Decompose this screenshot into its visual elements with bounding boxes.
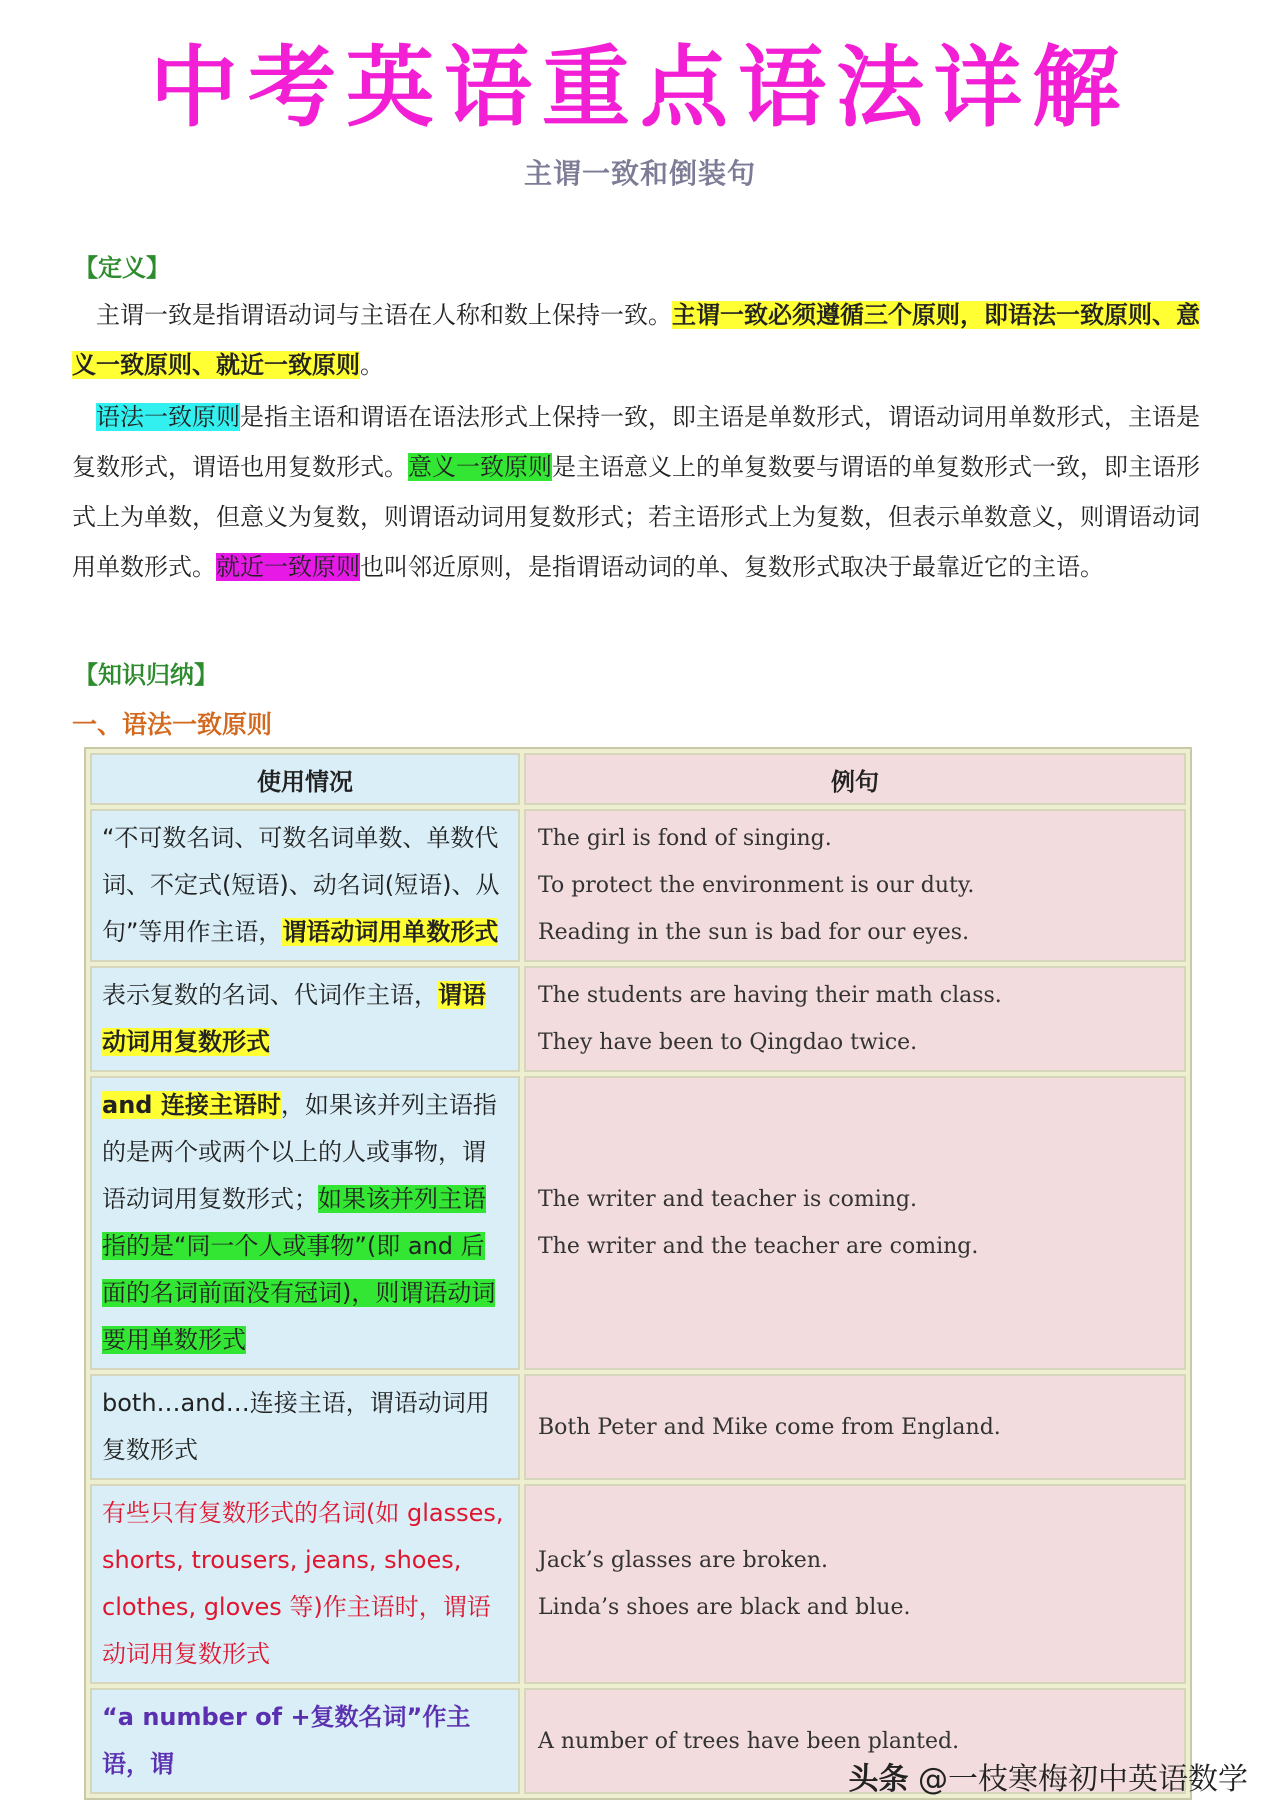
rules-table: [84, 747, 1192, 1800]
table-row: [90, 1374, 1186, 1480]
definition-label: 【定义】: [74, 254, 170, 282]
usage-highlight: 谓语动词用单数形式: [282, 918, 499, 946]
watermark: [848, 1754, 1248, 1798]
definition-paragraph-2: [72, 392, 1212, 592]
watermark-handle: @一枝寒梅初中英语数学: [918, 1762, 1248, 1797]
knowledge-label: 【知识归纳】: [74, 661, 218, 689]
meaning-principle-highlight: 意义一致原则: [408, 453, 552, 481]
table-row: [90, 1076, 1186, 1370]
table-row: [90, 809, 1186, 962]
page-title: 中考英语重点语法详解: [149, 35, 1130, 139]
example-sentence: Reading in the sun is bad for our eyes.: [538, 920, 970, 945]
usage-cell: [90, 809, 520, 962]
meaning-principle-text: 是主语意义上的单复数要与谓语的单复数形式一致，即主语形式上为单数，但意义为复数，则谓语动词用复数形式；若主语形式上为复数，但表示单数意义，则谓语动词用单数形式。: [72, 453, 1200, 581]
page-subtitle: 主谓一致和倒装句: [523, 157, 756, 190]
definition-paragraph-1: [72, 290, 1212, 390]
example-sentence: Both Peter and Mike come from England.: [538, 1414, 1001, 1440]
grammar-principle-highlight: 语法一致原则: [96, 403, 240, 431]
example-cell: [524, 809, 1186, 962]
usage-highlight: and 连接主语时: [102, 1091, 281, 1119]
example-cell: [524, 1076, 1186, 1370]
usage-highlight-green: 如果该并列主语指的是“同一个人或事物”(即 and 后面的名词前面没有冠词)，则谓语动词要用单数形式: [102, 1185, 496, 1354]
example-sentence: A number of trees have been planted.: [538, 1728, 960, 1754]
example-cell: [524, 1484, 1186, 1684]
header-examples: 例句: [524, 753, 1186, 805]
usage-text: “不可数名词、可数名词单数、单数代词、不定式(短语)、动名词(短语)、从句”等用作主语，: [102, 824, 500, 946]
table-row: [90, 966, 1186, 1072]
example-sentence: The students are having their math class.: [538, 983, 1002, 1008]
toutiao-logo-text: 头条: [848, 1762, 909, 1797]
grammar-principle-text: 是指主语和谓语在语法形式上保持一致，即主语是单数形式，谓语动词用单数形式，主语是复数形式，谓语也用复数形式。: [72, 403, 1200, 481]
usage-cell: [90, 1076, 520, 1370]
header-usage: 使用情况: [90, 753, 520, 805]
usage-text: “a number of +复数名词”作主语，谓: [102, 1703, 471, 1778]
section-heading: 一、语法一致原则: [72, 710, 273, 739]
proximity-principle-highlight: 就近一致原则: [216, 553, 360, 581]
example-sentence: The writer and the teacher are coming.: [538, 1234, 979, 1259]
para1-highlight: 主谓一致必须遵循三个原则，即语法一致原则、意义一致原则、就近一致原则: [72, 301, 1200, 379]
para1-text: 主谓一致是指谓语动词与主语在人称和数上保持一致。: [96, 301, 672, 329]
example-cell: [524, 966, 1186, 1072]
example-sentence: Linda’s shoes are black and blue.: [538, 1595, 911, 1620]
example-sentence: Jack’s glasses are broken.: [538, 1548, 828, 1573]
usage-text: ，如果该并列主语指的是两个或两个以上的人或事物，谓语动词用复数形式；: [102, 1091, 497, 1213]
usage-cell: [90, 966, 520, 1072]
usage-cell: [90, 1374, 520, 1480]
example-sentence: The writer and teacher is coming.: [538, 1187, 917, 1212]
example-sentence: The girl is fond of singing.: [538, 826, 832, 851]
table-header-row: [90, 753, 1186, 805]
usage-text: both…and…连接主语，谓语动词用复数形式: [102, 1389, 490, 1464]
usage-text: 有些只有复数形式的名词(如 glasses, shorts, trousers, jeans, shoes, clothes, gloves 等)作主语时，谓语动词用复数形式: [102, 1499, 504, 1668]
example-cell: [524, 1374, 1186, 1480]
proximity-principle-text: 也叫邻近原则，是指谓语动词的单、复数形式取决于最靠近它的主语。: [360, 553, 1104, 581]
table-row: [90, 1484, 1186, 1684]
usage-cell: [90, 1688, 520, 1794]
usage-highlight: 谓语动词用复数形式: [102, 981, 486, 1056]
usage-text: 表示复数的名词、代词作主语，: [102, 981, 438, 1009]
para1-end: 。: [360, 351, 384, 379]
usage-cell: [90, 1484, 520, 1684]
example-sentence: They have been to Qingdao twice.: [538, 1030, 918, 1055]
example-sentence: To protect the environment is our duty.: [538, 873, 975, 898]
